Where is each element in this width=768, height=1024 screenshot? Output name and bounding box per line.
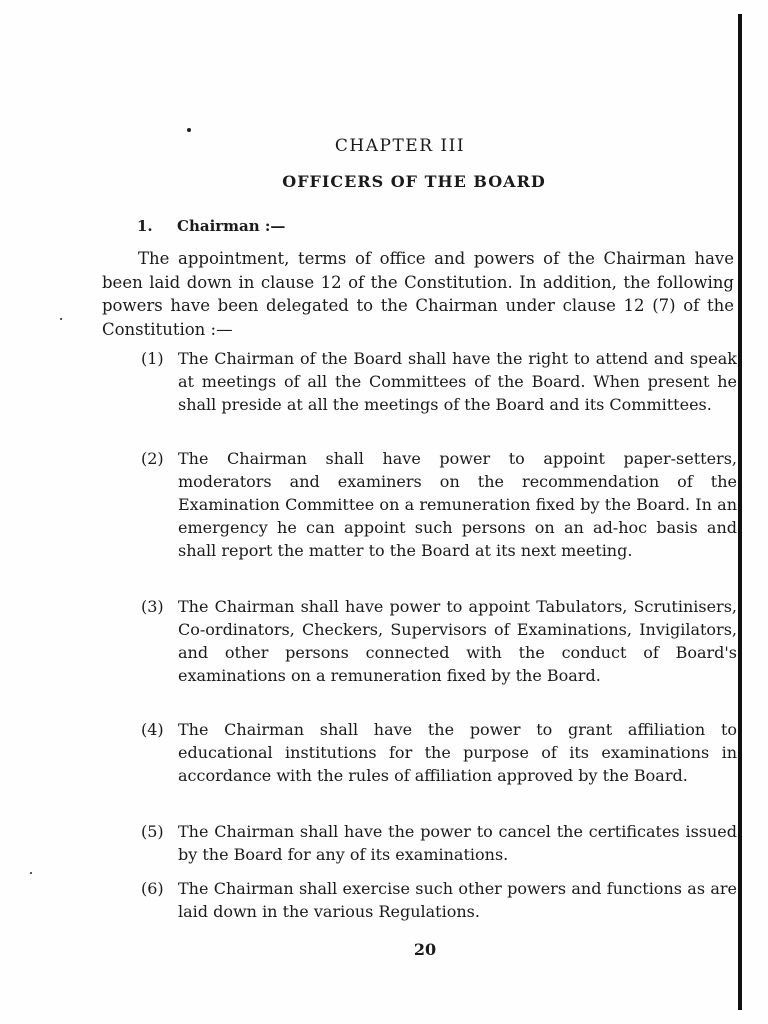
clause-3	[141, 595, 737, 687]
clause-5	[141, 820, 737, 866]
page-number: 20	[413, 940, 437, 959]
section-title: Chairman :—	[177, 217, 286, 235]
ink-speck	[187, 128, 191, 132]
ink-speck	[60, 318, 62, 320]
scan-edge-line	[738, 14, 742, 1010]
clause-number: (1)	[141, 349, 164, 368]
clause-text: The Chairman shall have power to appoint paper-setters, moderators and examiners on the recommendation of the Examination Committee on a remuneration fixed by the Board. In an emergency he can appoint such persons on an ad-hoc basis and shall report the matter to the Board at its next meeting.	[178, 449, 737, 560]
clause-number: (2)	[141, 449, 164, 468]
clause-number: (3)	[141, 597, 164, 616]
chapter-number: CHAPTER III	[334, 136, 466, 156]
clause-number: (6)	[141, 879, 164, 898]
clause-2	[141, 447, 737, 562]
clause-6	[141, 877, 737, 923]
intro-paragraph: The appointment, terms of office and powers of the Chairman have been laid down in clause 12 of the Constitution. In addition, the following powers have been delegated to the Chairman under clause 12 (7) of the Constitution :—	[102, 249, 734, 339]
clause-text: The Chairman shall have the power to grant affiliation to educational institutions for the purpose of its examinations in accordance with the rules of affiliation approved by the Board.	[178, 720, 737, 785]
clause-text: The Chairman shall exercise such other powers and functions as are laid down in the various Regulations.	[178, 879, 737, 921]
clause-number: (5)	[141, 822, 164, 841]
section-heading	[137, 217, 285, 235]
clause-1	[141, 347, 737, 416]
section-number: 1.	[137, 217, 153, 235]
chapter-title: OFFICERS OF THE BOARD	[282, 172, 546, 191]
clause-text: The Chairman shall have power to appoint Tabulators, Scrutinisers, Co-ordinators, Checkers, Supervisors of Examinations, Invigilators, and other persons connected with the conduct of Board's examinations on a remuneration fixed by the Board.	[178, 597, 737, 685]
clause-4	[141, 718, 737, 787]
clause-number: (4)	[141, 720, 164, 739]
clause-text: The Chairman of the Board shall have the right to attend and speak at meetings of all the Committees of the Board. When present he shall preside at all the meetings of the Board and its Committees.	[178, 349, 737, 414]
clause-text: The Chairman shall have the power to cancel the certificates issued by the Board for any of its examinations.	[178, 822, 737, 864]
ink-speck	[30, 872, 32, 874]
